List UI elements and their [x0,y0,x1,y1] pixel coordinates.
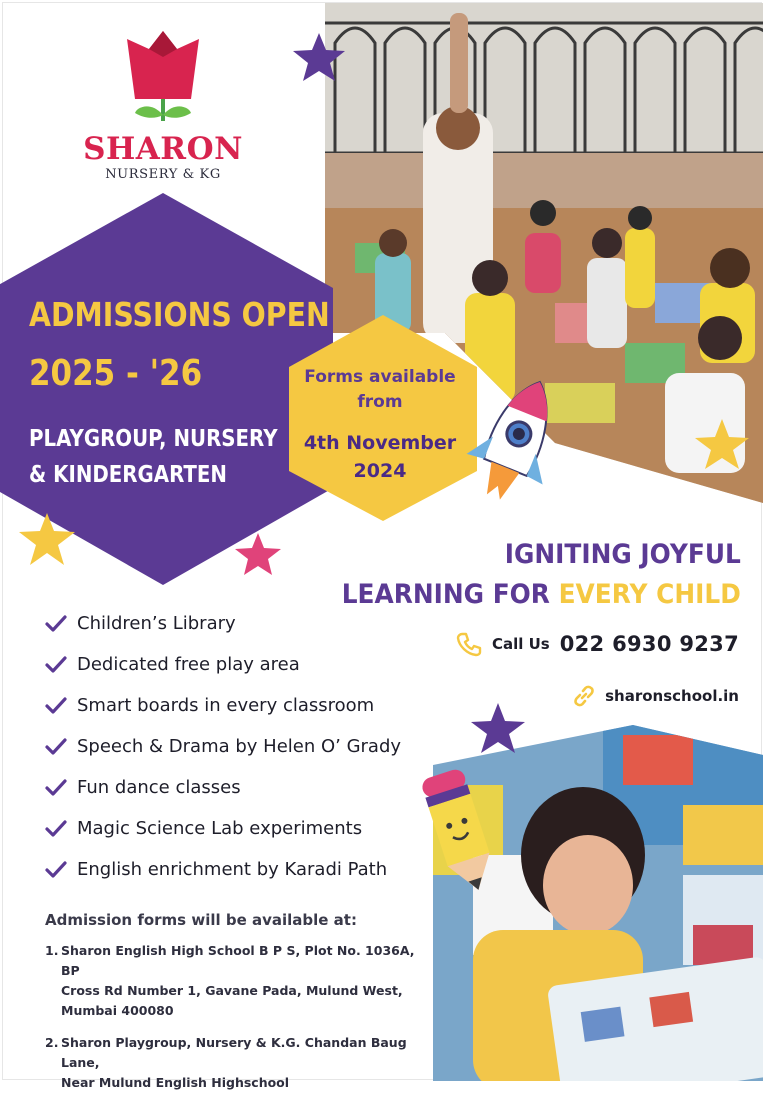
feature-item [45,726,401,767]
feature-item [45,644,401,685]
forms-date-day: 4th November [303,432,457,454]
address-line: Near Mulund English Highschool [61,1075,290,1090]
programs-line-2: & KINDERGARTEN [29,462,227,488]
feature-text: Children’s Library [77,613,236,634]
feature-item [45,603,401,644]
yellow-star-icon [17,511,77,567]
address-number: 2. [45,1035,59,1050]
tagline-line-2-prefix: LEARNING FOR [341,579,559,610]
checkmark-icon [45,615,67,633]
address-line: Mumbai 400080 [61,1003,174,1018]
phone-icon [456,631,482,657]
logo-wordmark: SHARON [83,131,243,167]
feature-text: Magic Science Lab experiments [77,818,363,839]
feature-text: English enrichment by Karadi Path [77,859,388,880]
rocket-icon [459,371,569,521]
checkmark-icon [45,779,67,797]
website-row [571,683,739,709]
admissions-title: ADMISSIONS OPEN [29,295,330,334]
tagline-line-1: IGNITING JOYFUL [504,539,741,570]
purple-star-bottom-icon [469,701,527,755]
tagline [342,535,741,615]
forms-line-2: from [357,392,403,412]
purple-star-icon [291,31,347,83]
checkmark-icon [45,656,67,674]
feature-text: Fun dance classes [77,777,241,798]
programs-list [29,421,278,493]
phone-number[interactable]: 022 6930 9237 [559,632,739,656]
features-list [45,603,401,890]
link-icon [571,683,597,709]
address-line: Sharon English High School B P S, Plot No. 1036A, BP [61,943,415,978]
forms-date [289,429,471,485]
forms-hexagon [285,313,481,523]
call-us-row [456,631,739,657]
call-us-label: Call Us [491,635,550,653]
checkmark-icon [45,820,67,838]
website-link[interactable]: sharonschool.in [605,687,739,705]
address-line: Sharon Playgroup, Nursery & K.G. Chandan Baug Lane, [61,1035,407,1070]
tagline-highlight: EVERY CHILD [558,579,741,610]
checkmark-icon [45,861,67,879]
logo-subtitle: NURSERY & KG [105,167,221,182]
checkmark-icon [45,738,67,756]
tulip-logo-icon [121,27,205,127]
pencil-mascot-icon [417,765,501,895]
feature-item [45,767,401,808]
admissions-year: 2025 - '26 [29,353,203,394]
checkmark-icon [45,697,67,715]
tagline-line-2 [342,575,741,615]
address-item [45,1033,415,1093]
admissions-flyer [2,2,762,1090]
address-item [45,941,415,1021]
addresses-heading: Admission forms will be available at: [45,911,357,929]
address-line: Cross Rd Number 1, Gavane Pada, Mulund West, [61,983,403,998]
forms-line-1: Forms available [304,367,456,387]
feature-item [45,685,401,726]
feature-item [45,808,401,849]
pink-star-icon [233,531,283,577]
address-number: 1. [45,943,59,958]
feature-item [45,849,401,890]
programs-line-1: PLAYGROUP, NURSERY [29,426,278,452]
addresses-list [45,941,415,1105]
forms-available-text [295,365,465,415]
yellow-star-small-icon [693,417,751,471]
feature-text: Smart boards in every classroom [77,695,375,716]
feature-text: Dedicated free play area [77,654,300,675]
feature-text: Speech & Drama by Helen O’ Grady [77,736,402,757]
forms-date-year: 2024 [353,460,407,482]
